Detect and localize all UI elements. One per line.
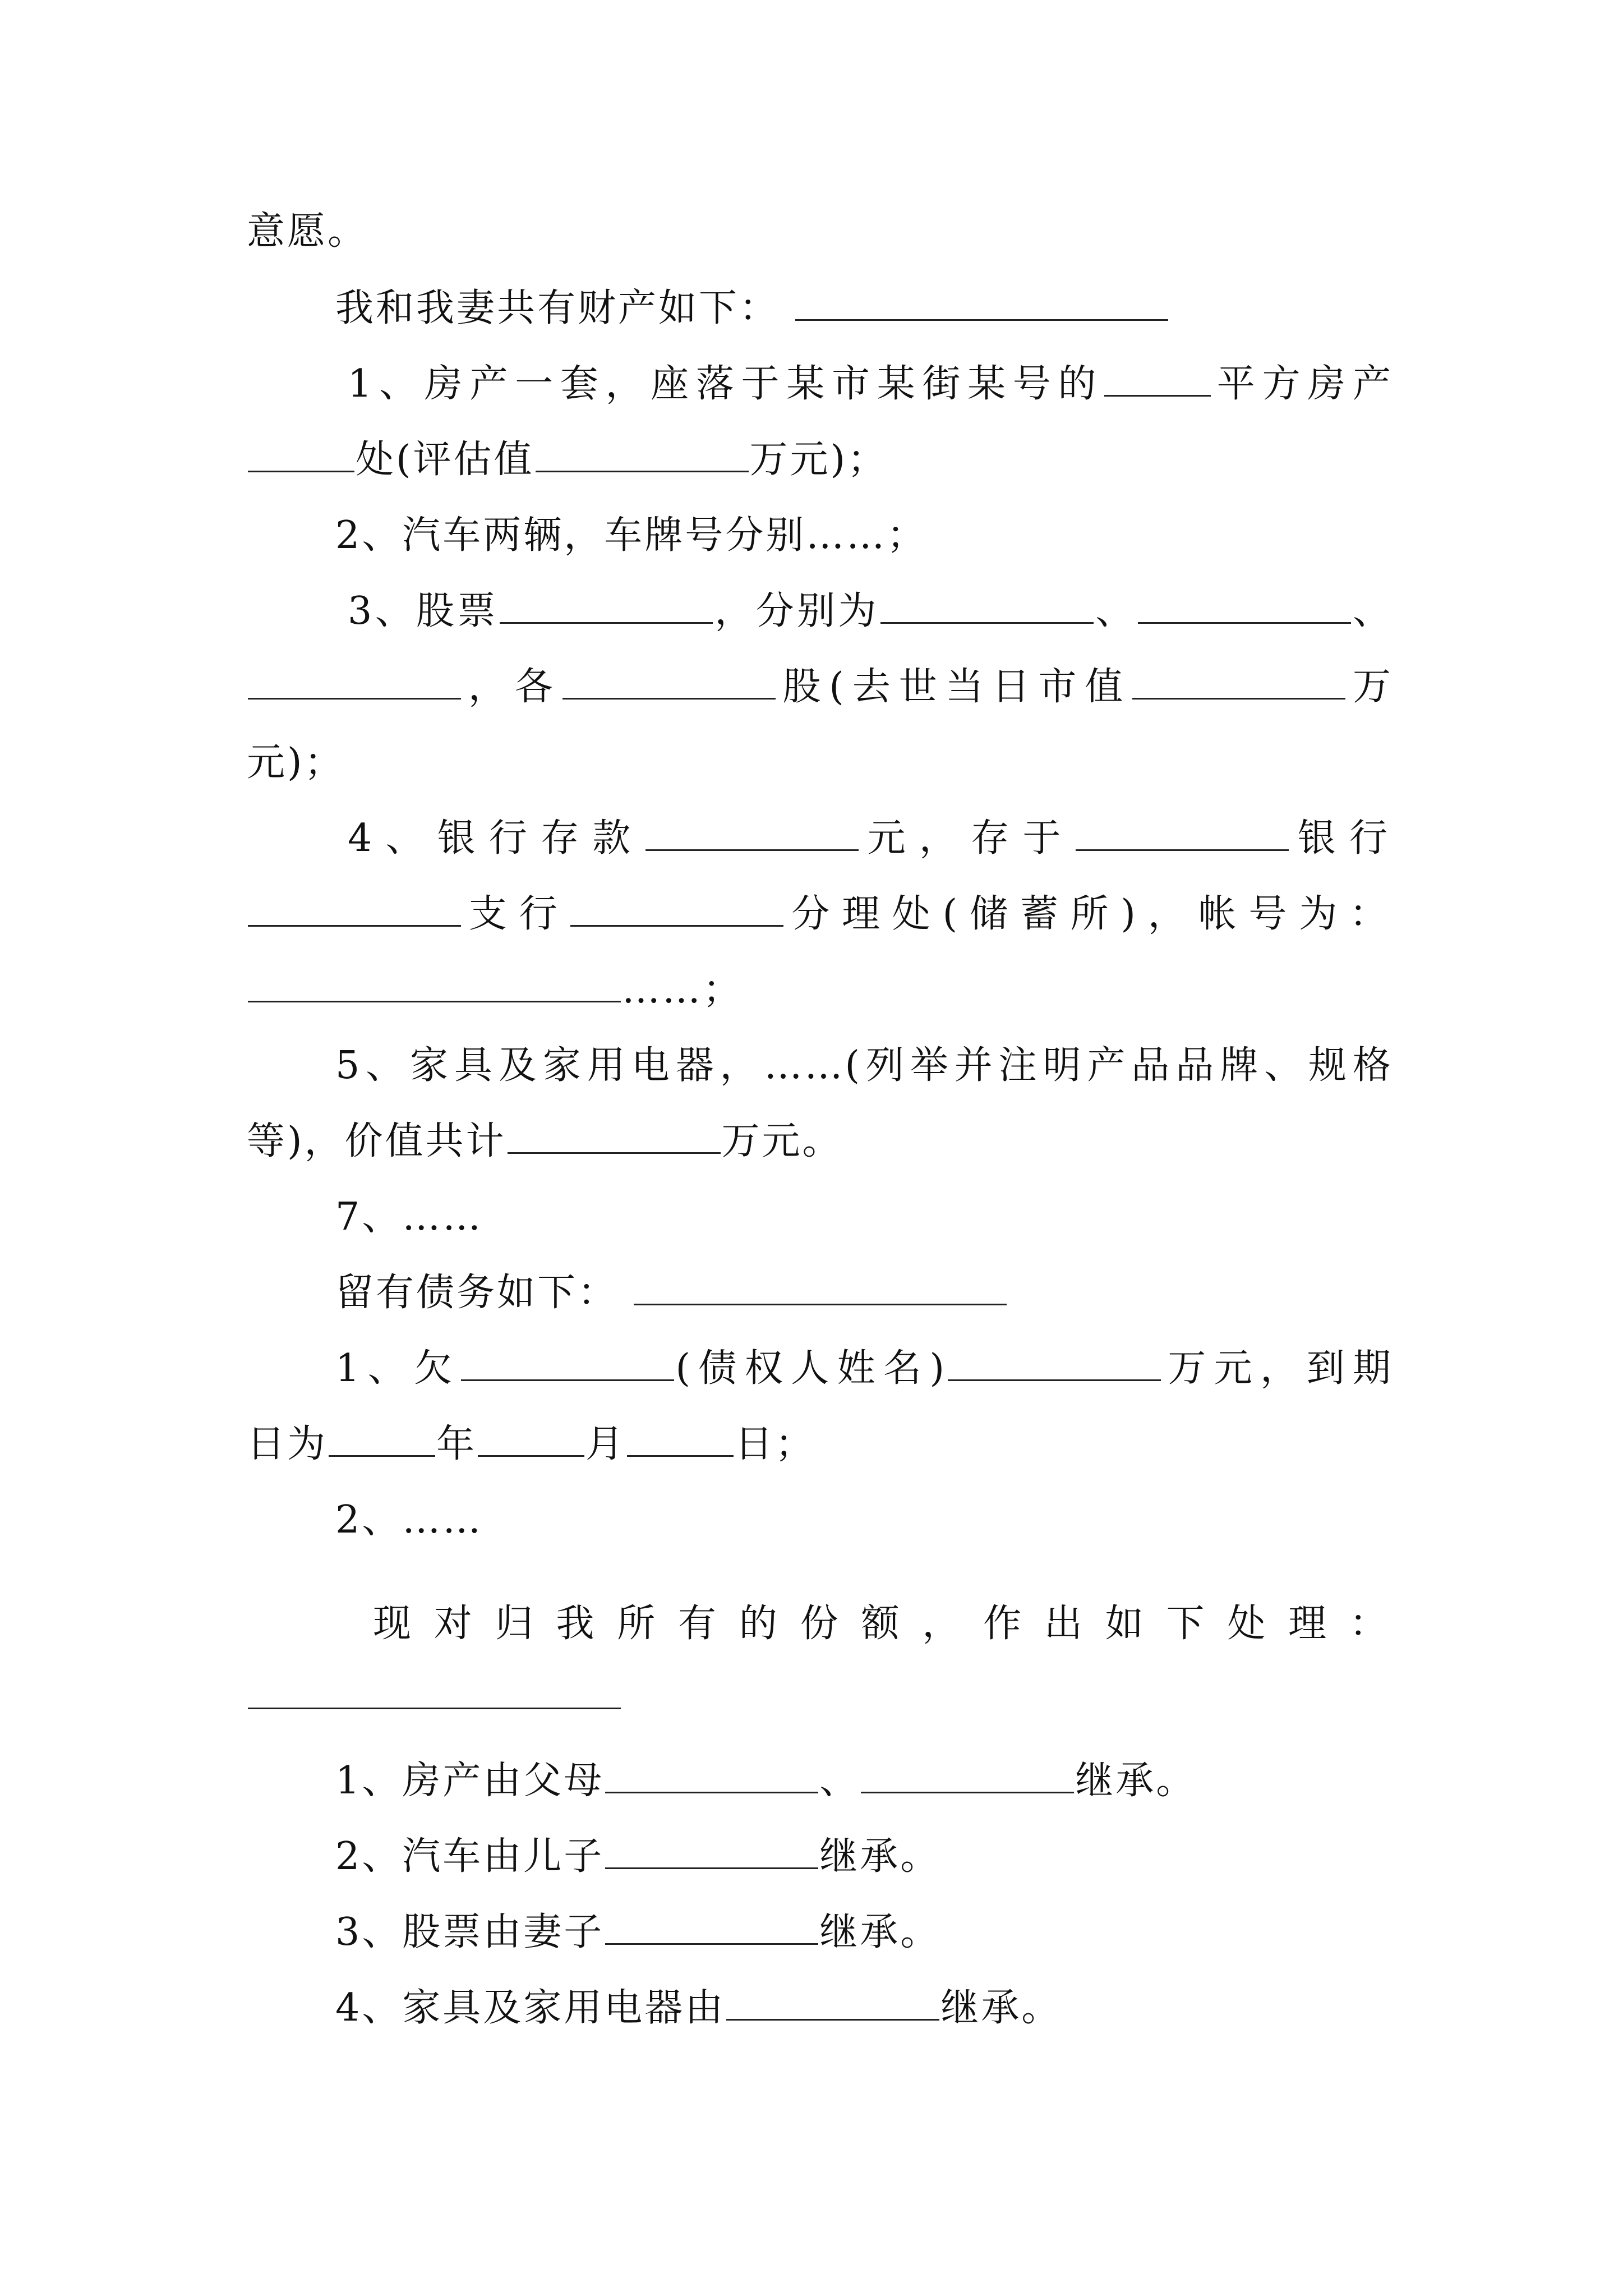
line-inherit-1 [335,1756,1393,1806]
text-inherit: 继承。 [940,1986,1062,2030]
text-market-value: 股(去世当日市值 [776,665,1132,709]
blank-shares[interactable] [562,663,776,700]
blank-account[interactable] [248,966,621,1002]
text-branch: 支行 [462,892,570,936]
text-wan: 万 [1347,665,1393,709]
text-cars: 2、汽车两辆，车牌号分别……； [335,513,928,558]
line-inherit-2 [335,1832,1393,1882]
line-property-3-cont [247,662,1393,712]
text-furniture: 5、家具及家用电器，……(列举并注明产品品牌、规格 [335,1043,1393,1088]
text-day: 日； [735,1422,816,1466]
line-property-4 [348,813,1393,864]
blank-bank[interactable] [1076,815,1289,851]
text-valuation: 处(评估值 [356,438,534,482]
text-inherit: 继承。 [819,1910,941,1954]
text-date-is: 日为 [247,1422,328,1466]
line-intent [247,206,1393,257]
text-wan-yuan: 万元。 [721,1119,843,1163]
line-debt-1-date [247,1419,1393,1470]
text-respectively: ，分别为 [713,589,879,633]
blank-son[interactable] [605,1833,818,1869]
line-debts-heading [335,1268,1393,1318]
blank-total-value[interactable] [508,1117,721,1154]
text-property-1b: 平方房产 [1212,362,1393,406]
text-disposition-heading: 现对归我所有的份额，作出如下处理： [373,1602,1393,1646]
text-separator: 、 [819,1759,860,1803]
text-month: 月 [585,1422,626,1466]
line-inherit-4 [335,1983,1393,2033]
text-bank: 银行 [1289,816,1393,861]
line-disposition-blank [247,1672,1393,1722]
text-owe: 1、欠 [335,1346,460,1391]
blank-stock-3[interactable] [248,663,461,700]
line-property-1-cont [247,435,1393,485]
text-ten-thousand-yuan: 万元)； [749,438,888,482]
text-year: 年 [436,1422,477,1466]
text-debt-2: 2、…… [335,1498,483,1542]
text-inherit: 继承。 [819,1834,941,1879]
line-property-4-account [247,965,1393,1015]
text-item-7: 7、…… [335,1195,483,1239]
text-inherit: 继承。 [1075,1759,1197,1803]
line-inherit-3 [335,1907,1393,1958]
text-deposited-at: 元，存于 [859,816,1075,861]
line-disposition-heading [373,1599,1393,1649]
text-debts-heading: 留有债务如下： [335,1271,619,1315]
text-intent: 意愿。 [247,209,368,254]
line-property-7 [335,1192,1393,1243]
blank-house-count[interactable] [248,436,354,472]
blank-house-area[interactable] [1104,360,1211,397]
line-property-5-cont [247,1116,1393,1167]
blank-stock-2[interactable] [1138,587,1351,624]
blank-parent-2[interactable] [861,1757,1074,1793]
line-joint-property-heading [335,283,1393,334]
line-property-3 [348,586,1393,637]
blank-deposit-amount[interactable] [645,815,859,851]
line-debt-2 [335,1495,1393,1545]
blank-debt-amount[interactable] [948,1345,1161,1381]
blank-stock-1[interactable] [880,587,1094,624]
text-creditor-name: (债权人姓名) [675,1346,947,1391]
text-stock-wife: 3、股票由妻子 [335,1910,605,1954]
text-stocks: 3、股票 [348,589,499,633]
blank-month[interactable] [478,1420,584,1457]
text-car-son: 2、汽车由儿子 [335,1834,605,1879]
blank-sub-branch[interactable] [570,890,783,927]
text-yuan-end: 元)； [247,740,345,785]
text-comma-2: 、 [1352,589,1393,633]
blank-creditor[interactable] [461,1345,674,1381]
blank-market-value[interactable] [1132,663,1345,700]
blank-stocks[interactable] [500,587,713,624]
text-joint-property-heading: 我和我妻共有财产如下： [335,286,780,330]
text-each: ，各 [462,665,561,709]
text-due-date: 万元，到期 [1161,1346,1393,1391]
line-property-4-cont [247,889,1393,940]
blank-year[interactable] [329,1420,435,1457]
text-comma-1: 、 [1094,589,1137,633]
text-bank-deposit: 4、银行存款 [348,816,644,861]
line-property-2 [335,510,1393,561]
line-property-3-end [247,738,1393,788]
line-debt-1 [335,1343,1393,1394]
text-house-parents: 1、房产由父母 [335,1759,605,1803]
blank-branch[interactable] [248,890,461,927]
blank-day[interactable] [627,1420,734,1457]
blank-valuation[interactable] [536,436,749,472]
blank-furniture-heir[interactable] [726,1984,939,2021]
line-property-5 [335,1041,1393,1091]
blank-wife[interactable] [605,1908,818,1945]
blank-disposition[interactable] [248,1673,621,1709]
text-account-number: 分理处(储蓄所)，帐号为： [785,892,1393,936]
line-property-1 [348,359,1393,409]
blank-parent-1[interactable] [605,1757,818,1793]
text-ellipsis: ……； [622,968,744,1012]
blank-debts[interactable] [634,1269,1007,1305]
text-property-1a: 1、房产一套，座落于某市某街某号的 [348,362,1104,406]
blank-joint-property[interactable] [795,284,1168,321]
text-furniture-heir: 4、家具及家用电器由 [335,1986,726,2030]
text-total-value: 等)，价值共计 [247,1119,506,1163]
